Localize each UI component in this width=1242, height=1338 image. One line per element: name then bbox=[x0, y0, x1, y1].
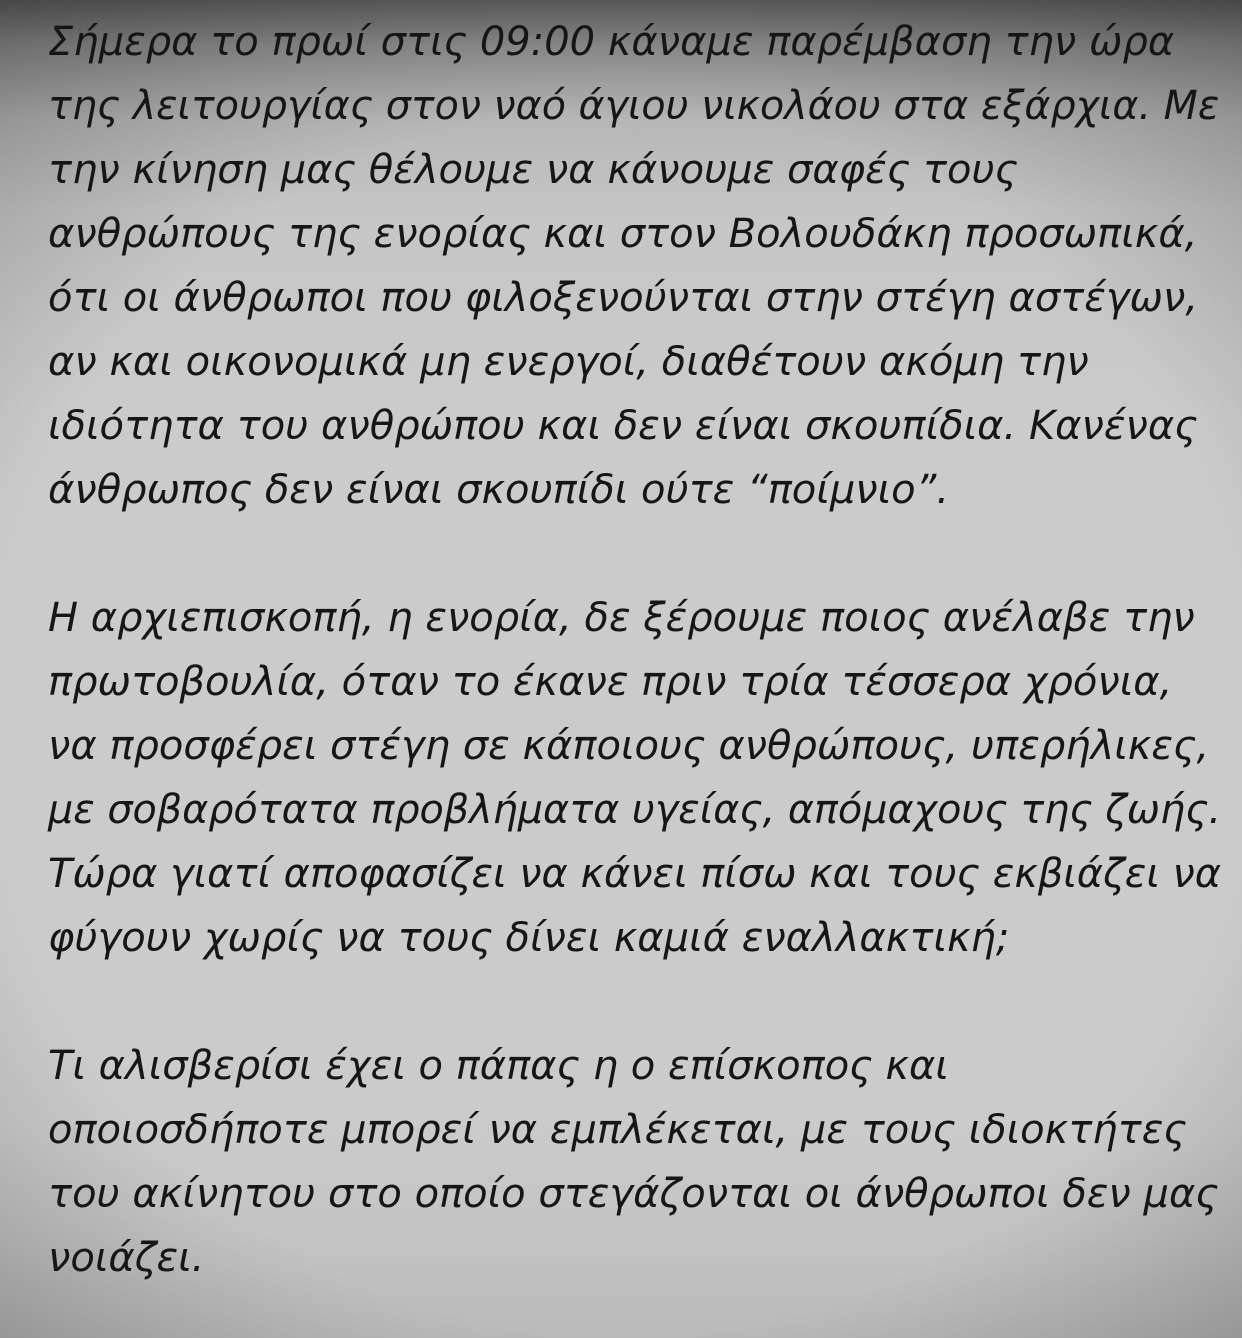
text-line: του ακίνητου στο οποίο στεγάζονται οι άνθρωποι δεν μας bbox=[48, 1171, 1219, 1217]
text-line: Τι αλισβερίσι έχει ο πάπας η ο επίσκοπος και bbox=[48, 1043, 949, 1089]
text-line: πρωτοβουλία, όταν το έκανε πριν τρία τέσσερα χρόνια, bbox=[48, 659, 1173, 705]
text-line: να προσφέρει στέγη σε κάποιους ανθρώπους, υπερήλικες, bbox=[48, 723, 1210, 769]
document-body bbox=[48, 10, 1223, 1290]
text-line: άνθρωπος δεν είναι σκουπίδι ούτε “ποίμνιο”. bbox=[48, 467, 950, 513]
text-line: νοιάζει. bbox=[48, 1235, 205, 1281]
text-line: Η αρχιεπισκοπή, η ενορία, δε ξέρουμε ποιος ανέλαβε την bbox=[48, 595, 1195, 641]
text-line: ιδιότητα του ανθρώπου και δεν είναι σκουπίδια. Κανένας bbox=[48, 403, 1198, 449]
text-line: της λειτουργίας στον ναό άγιου νικολάου στα εξάρχια. Με bbox=[48, 83, 1220, 129]
text-line: οποιοσδήποτε μπορεί να εμπλέκεται, με τους ιδιοκτήτες bbox=[48, 1107, 1187, 1153]
paragraph-intervention bbox=[48, 10, 1223, 522]
text-line: την κίνηση μας θέλουμε να κάνουμε σαφές τους bbox=[48, 147, 1019, 193]
text-line: Σήμερα το πρωί στις 09:00 κάναμε παρέμβαση την ώρα bbox=[48, 19, 1175, 65]
paragraph-dealings bbox=[48, 1034, 1223, 1290]
text-line: αν και οικονομικά μη ενεργοί, διαθέτουν ακόμη την bbox=[48, 339, 1089, 385]
text-line: με σοβαρότατα προβλήματα υγείας, απόμαχους της ζωής. bbox=[48, 787, 1222, 833]
text-line: ότι οι άνθρωποι που φιλοξενούνται στην στέγη αστέγων, bbox=[48, 275, 1199, 321]
text-line: Τώρα γιατί αποφασίζει να κάνει πίσω και τους εκβιάζει να bbox=[48, 851, 1222, 897]
text-line: φύγουν χωρίς να τους δίνει καμιά εναλλακτική; bbox=[48, 915, 1010, 961]
text-line: ανθρώπους της ενορίας και στον Βολουδάκη προσωπικά, bbox=[48, 211, 1198, 257]
paragraph-archdiocese bbox=[48, 586, 1223, 970]
